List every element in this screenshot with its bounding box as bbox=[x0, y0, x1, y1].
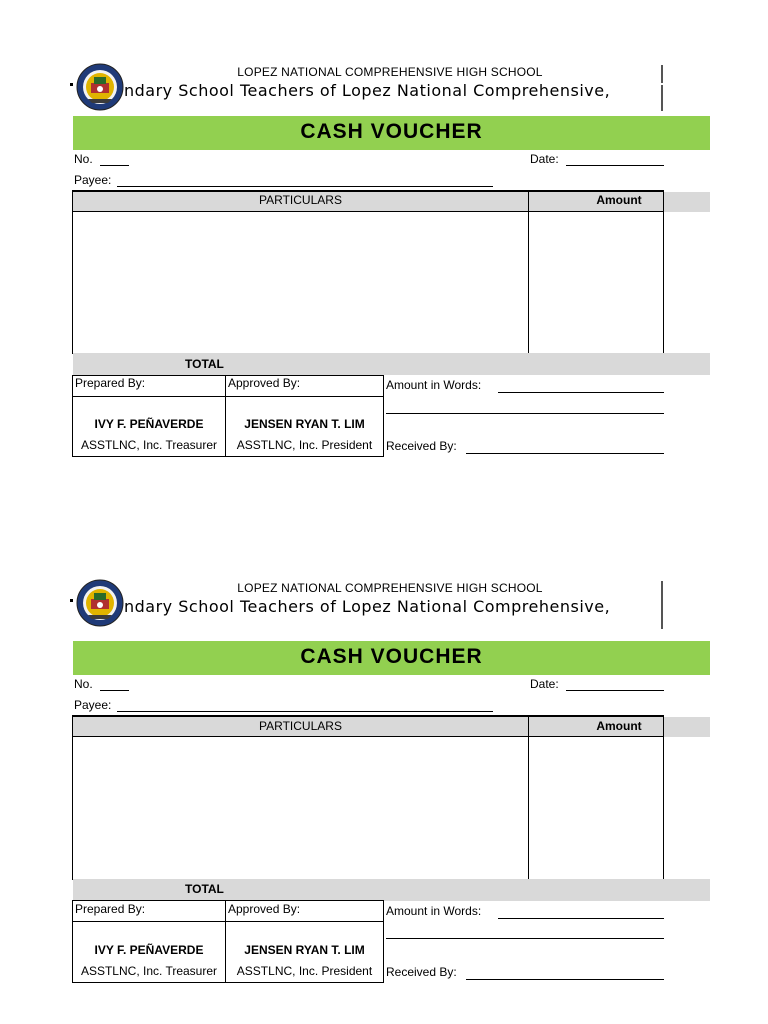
margin-mark bbox=[70, 599, 73, 602]
particulars-header: PARTICULARS bbox=[259, 719, 342, 733]
prepared-by-label: Prepared By: bbox=[75, 376, 146, 390]
association-name: ndary School Teachers of Lopez National Comprehensive, bbox=[124, 81, 611, 100]
school-name: LOPEZ NATIONAL COMPREHENSIVE HIGH SCHOOL bbox=[237, 65, 543, 79]
received-by-field[interactable] bbox=[466, 979, 664, 980]
association-name: ndary School Teachers of Lopez National Comprehensive, bbox=[124, 597, 611, 616]
header-divider bbox=[72, 211, 664, 212]
amount-header: Amount bbox=[596, 719, 642, 733]
payee-field[interactable] bbox=[117, 186, 493, 187]
payee-label: Payee: bbox=[74, 173, 112, 187]
approved-role: ASSTLNC, Inc. President bbox=[236, 964, 373, 978]
margin-mark bbox=[70, 83, 73, 86]
payee-field[interactable] bbox=[117, 711, 493, 712]
no-field[interactable] bbox=[100, 690, 129, 691]
voucher-title: CASH VOUCHER bbox=[300, 645, 483, 668]
right-border bbox=[661, 65, 663, 83]
right-border bbox=[661, 85, 663, 111]
amount-in-words-label: Amount in Words: bbox=[386, 904, 482, 918]
particulars-header: PARTICULARS bbox=[259, 193, 342, 207]
title-bar bbox=[73, 641, 710, 675]
amount-in-words-field[interactable] bbox=[498, 918, 664, 919]
amount-cell[interactable] bbox=[528, 190, 664, 354]
voucher-title: CASH VOUCHER bbox=[300, 120, 483, 143]
amount-in-words-line-2[interactable] bbox=[386, 938, 664, 939]
particulars-cell[interactable] bbox=[72, 190, 529, 354]
title-bar bbox=[73, 116, 710, 150]
amount-in-words-field[interactable] bbox=[498, 392, 664, 393]
no-label: No. bbox=[74, 677, 93, 691]
prepared-role: ASSTLNC, Inc. Treasurer bbox=[80, 438, 218, 452]
approved-name: JENSEN RYAN T. LIM bbox=[244, 417, 365, 431]
prepared-name: IVY F. PEÑAVERDE bbox=[94, 417, 204, 431]
school-name: LOPEZ NATIONAL COMPREHENSIVE HIGH SCHOOL bbox=[237, 581, 543, 595]
amount-cell[interactable] bbox=[528, 715, 664, 880]
amount-in-words-label: Amount in Words: bbox=[386, 378, 482, 392]
date-label: Date: bbox=[530, 677, 559, 691]
header-divider bbox=[72, 736, 664, 737]
cash-voucher-2 bbox=[0, 571, 768, 991]
no-label: No. bbox=[74, 152, 93, 166]
prepared-name: IVY F. PEÑAVERDE bbox=[94, 943, 204, 957]
total-row bbox=[73, 353, 710, 375]
total-label: TOTAL bbox=[185, 882, 224, 896]
received-by-field[interactable] bbox=[466, 453, 664, 454]
date-label: Date: bbox=[530, 152, 559, 166]
total-label: TOTAL bbox=[185, 357, 224, 371]
total-row bbox=[73, 879, 710, 901]
particulars-cell[interactable] bbox=[72, 715, 529, 880]
received-by-label: Received By: bbox=[386, 965, 457, 979]
prepared-role: ASSTLNC, Inc. Treasurer bbox=[80, 964, 218, 978]
amount-header: Amount bbox=[596, 193, 642, 207]
right-border bbox=[661, 581, 663, 629]
prepared-by-label: Prepared By: bbox=[75, 902, 146, 916]
date-field[interactable] bbox=[566, 165, 664, 166]
received-by-label: Received By: bbox=[386, 439, 457, 453]
approved-by-label: Approved By: bbox=[228, 902, 301, 916]
payee-label: Payee: bbox=[74, 698, 112, 712]
approved-by-label: Approved By: bbox=[228, 376, 301, 390]
cash-voucher-1 bbox=[0, 55, 768, 475]
no-field[interactable] bbox=[100, 165, 129, 166]
approved-role: ASSTLNC, Inc. President bbox=[236, 438, 373, 452]
approved-name: JENSEN RYAN T. LIM bbox=[244, 943, 365, 957]
date-field[interactable] bbox=[566, 690, 664, 691]
amount-in-words-line-2[interactable] bbox=[386, 413, 664, 414]
